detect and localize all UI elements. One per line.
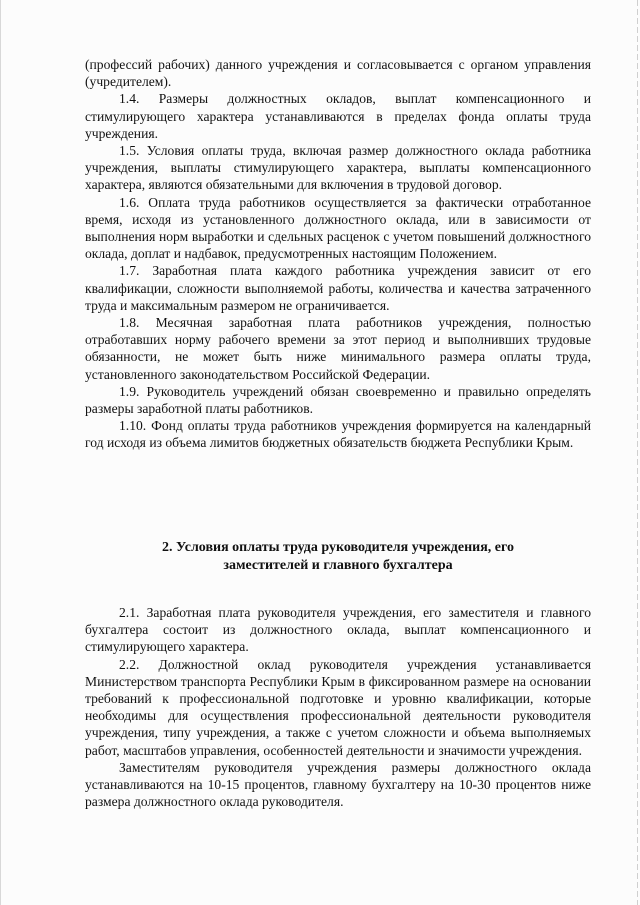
paragraph-2-1: 2.1. Заработная плата руководителя учреждения, его заместителя и главного бухгалтера состоит из должностного оклада, выплат компенсационного и стимулирующего характера. bbox=[85, 605, 591, 655]
paragraph-deputies: Заместителям руководителя учреждения размеры должностного оклада устанавливаются на 10-15 процентов, главному бухгалтеру на 10-30 процентов ниже размера должностного оклада руководителя. bbox=[85, 759, 591, 810]
paragraph-1-8: 1.8. Месячная заработная плата работников учреждения, полностью отработавших норму рабочего времени за этот период и выполнивших трудовые обязанности, не может быть ниже минимального размера оплаты труда, установленного законодательством Российской Федерации. bbox=[85, 315, 591, 382]
paragraph-1-10: 1.10. Фонд оплаты труда работников учреждения формируется на календарный год исходя из объема лимитов бюджетных обязательств бюджета Республики Крым. bbox=[85, 418, 591, 451]
paragraph-1-9: 1.9. Руководитель учреждений обязан своевременно и правильно определять размеры заработной платы работников. bbox=[85, 383, 591, 417]
paragraph-1-5: 1.5. Условия оплаты труда, включая размер должностного оклада работника учреждения, выплаты стимулирующего характера, выплаты компенсационного характера, являются обязательными для включения в трудовой договор. bbox=[85, 143, 591, 193]
section2-heading-line2: заместителей и главного бухгалтера bbox=[223, 558, 453, 573]
scan-edge bbox=[637, 0, 638, 905]
section2-body bbox=[85, 604, 591, 810]
section2-heading bbox=[85, 539, 591, 575]
paragraph-continuation: (профессий рабочих) данного учреждения и согласовывается с органом управления (учредителем). bbox=[85, 57, 591, 90]
section2-heading-line1: 2. Условия оплаты труда руководителя учреждения, его bbox=[161, 540, 515, 555]
paragraph-1-7: 1.7. Заработная плата каждого работника учреждения зависит от его квалификации, сложности выполняемой работы, количества и качества затраченного труда и максимальным размером не ограничивается. bbox=[85, 263, 591, 313]
paragraph-1-6: 1.6. Оплата труда работников осуществляется за фактически отработанное время, исходя из установленного должностного оклада, или в зависимости от выполнения норм выработки и сдельных расценок с учетом повышений должностного оклада, доплат и надбавок, предусмотренных настоящим Положением. bbox=[85, 194, 591, 262]
section1-body bbox=[85, 56, 591, 452]
paragraph-2-2: 2.2. Должностной оклад руководителя учреждения устанавливается Министерством транспорта Республики Крым в фиксированном размере на основании требований к профессиональной подготовке и уровню квалификации, которые необходимы для осуществления профессиональной деятельности руководителя учреждения, типу учреждения, а также с учетом сложности и объема выполняемых работ, масштабов управления, особенностей деятельности и значимости учреждения. bbox=[85, 656, 591, 758]
paragraph-1-4: 1.4. Размеры должностных окладов, выплат компенсационного и стимулирующего характера устанавливаются в пределах фонда оплаты труда учреждения. bbox=[85, 91, 591, 141]
